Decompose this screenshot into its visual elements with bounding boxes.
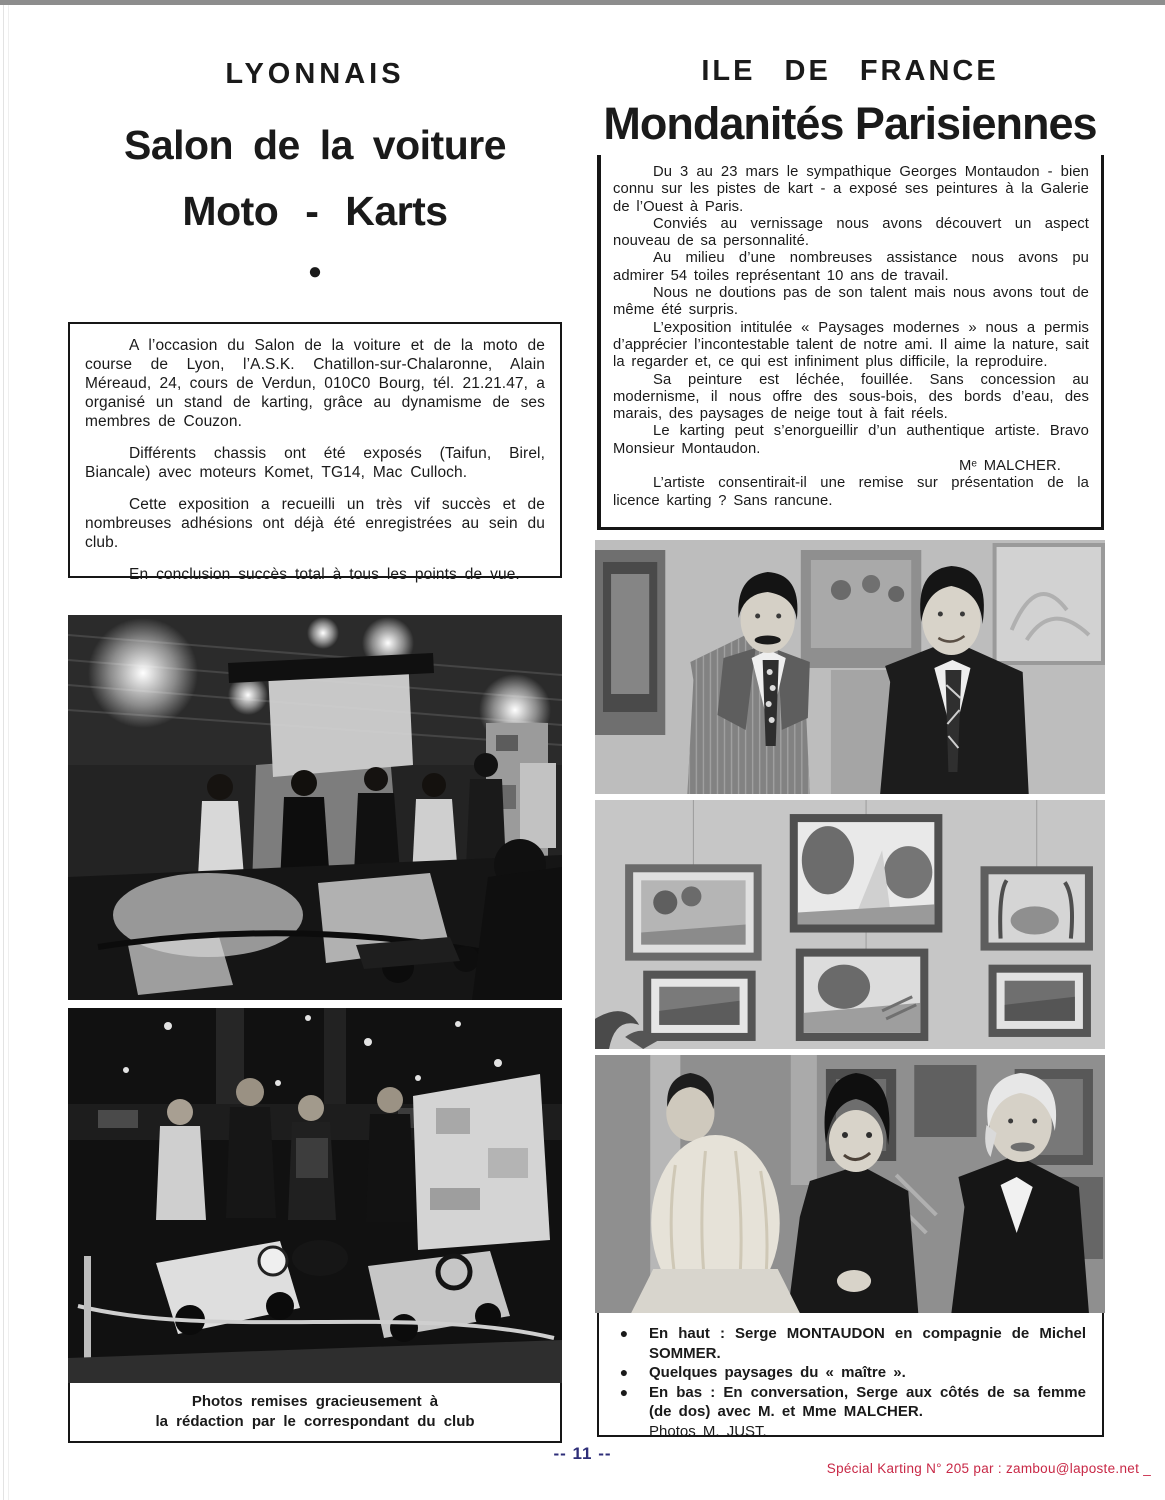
photo-montaudon-and-sommer bbox=[595, 540, 1105, 794]
left-photo-caption-box bbox=[68, 1383, 562, 1443]
paragraph: Le karting peut s’enorgueillir d’un authentique artiste. Bravo Monsieur Montaudon. bbox=[613, 423, 1089, 457]
photos-credit: Photos M. JUST. bbox=[649, 1422, 767, 1440]
separator-bullet: ● bbox=[307, 258, 323, 285]
paragraph: L’exposition intitulée « Paysages modernes » nous a permis d’apprécier l’incontestable talent de notre ami. Il aime la nature, sait la regarder et, ce qui est infiniment plus difficile, la reproduire. bbox=[613, 319, 1089, 371]
left-article-text-box bbox=[68, 322, 562, 583]
paragraph: L’artiste consentirait-il une remise sur présentation de la licence karting ? Sans rancune. bbox=[613, 475, 1089, 509]
caption-line: Photos remises gracieusement à bbox=[191, 1393, 439, 1410]
caption-item bbox=[599, 1383, 1086, 1422]
paragraph: Du 3 au 23 mars le sympathique Georges Montaudon - bien connu sur les pistes de kart - a exposé ses peintures à la Galerie de l’Ouest à Paris. bbox=[613, 164, 1089, 215]
paragraph: Nous ne doutions pas de son talent mais nous avons tout de même été surpris. bbox=[613, 285, 1089, 319]
caption-item bbox=[599, 1324, 1086, 1363]
paragraph: Sa peinture est léchée, fouillée. Sans concession au modernisme, il nous offre des sous-bois, des bords d’eau, des marais, des paysages de neige tout à fait réels. bbox=[613, 371, 1089, 423]
paragraph: Cette exposition a recueilli un très vif succès et de nombreuses adhésions ont déjà été enregistrées au sein du club. bbox=[85, 496, 545, 551]
right-article-text-box bbox=[597, 155, 1104, 530]
right-article-title: Mondanités Parisiennes bbox=[603, 98, 1097, 149]
caption-text: Quelques paysages du « maître ». bbox=[649, 1364, 906, 1381]
scan-edge-line bbox=[8, 5, 9, 1500]
page-number: -- 11 -- bbox=[553, 1444, 612, 1463]
photo-conversation-group bbox=[595, 1055, 1105, 1313]
left-article-title-line2: Moto - Karts bbox=[182, 188, 448, 234]
scan-top-bar bbox=[0, 0, 1165, 5]
paragraph: A l’occasion du Salon de la voiture et de la moto de course de Lyon, l’A.S.K. Chatillon-sur-Chalaronne, Alain Méreaud, 24, cours de Verdun, 010C0 Bourg, tél. 21.21.47, a organisé un stand de karting, grâce au dynamisme de ses membres de Couzon. bbox=[85, 337, 545, 430]
caption-line: la rédaction par le correspondant du club bbox=[155, 1413, 475, 1430]
bullet-icon: ● bbox=[619, 1383, 629, 1400]
paragraph: Au milieu d’une nombreuses assistance nous avons pu admirer 54 toiles représentant 10 ans de travail. bbox=[613, 250, 1089, 284]
photo-paintings-wall bbox=[595, 800, 1105, 1049]
paragraph: Différents chassis ont été exposés (Taifun, Birel, Biancale) avec moteurs Komet, TG14, Mac Culloch. bbox=[85, 445, 545, 481]
footer-credit: Spécial Karting N° 205 par : zambou@laposte.net _ bbox=[826, 1461, 1151, 1476]
left-region-heading: LYONNAIS bbox=[225, 58, 405, 90]
bullet-icon: ● bbox=[619, 1325, 629, 1341]
paragraph: En conclusion succès total à tous les points de vue. bbox=[129, 566, 520, 583]
left-article-title-line1: Salon de la voiture bbox=[123, 122, 507, 168]
right-photo-caption-box bbox=[597, 1313, 1104, 1440]
right-region-heading: ILE DE FRANCE bbox=[701, 55, 999, 87]
photo-karts-display bbox=[68, 1008, 562, 1383]
photo-karting-stand-overview bbox=[68, 615, 562, 1000]
bullet-icon: ● bbox=[619, 1364, 629, 1380]
signature: Mᵉ MALCHER. bbox=[959, 458, 1061, 475]
scan-edge-line bbox=[3, 5, 4, 1500]
paragraph: Conviés au vernissage nous avons découvert un aspect nouveau de sa personnalité. bbox=[613, 215, 1089, 250]
caption-text: En bas : En conversation, Serge aux côtés de sa femme (de dos) avec M. et Mme MALCHER. bbox=[649, 1383, 1086, 1420]
caption-item bbox=[599, 1363, 1086, 1383]
caption-text: En haut : Serge MONTAUDON en compagnie de Michel SOMMER. bbox=[649, 1325, 1086, 1362]
